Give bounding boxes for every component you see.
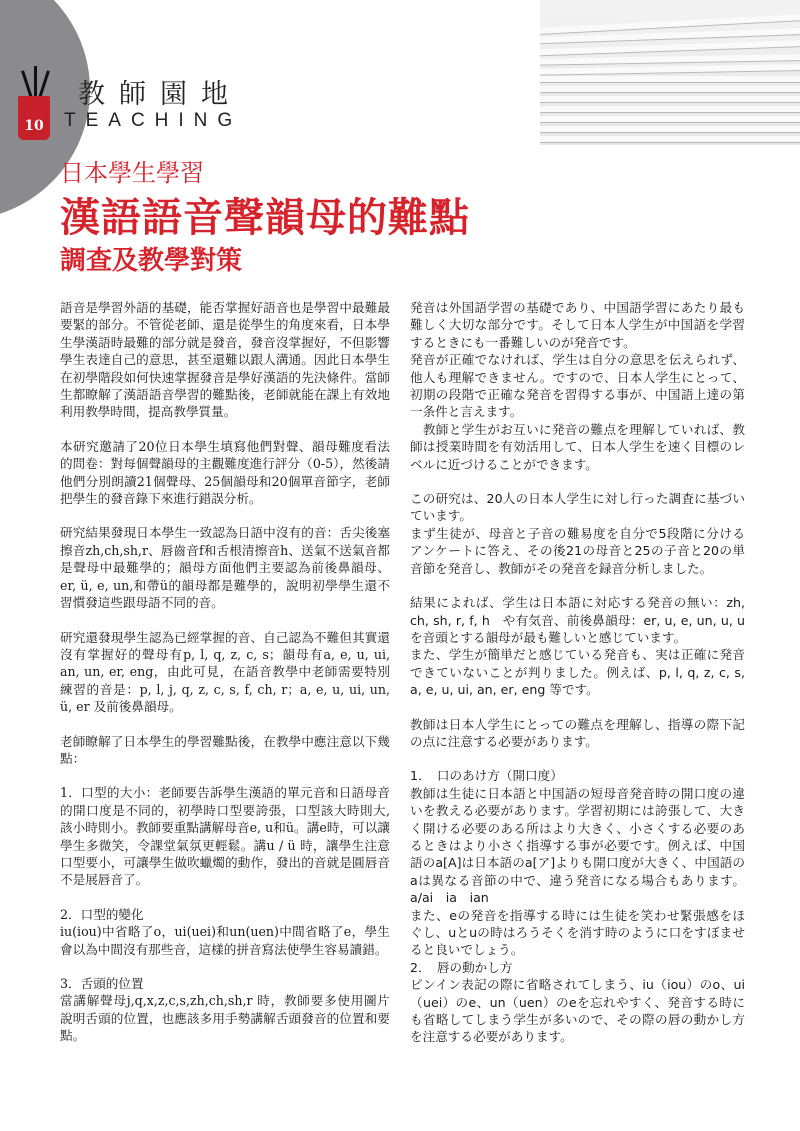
paragraph: 研究結果發現日本學生一致認為日語中沒有的音：舌尖後塞擦音zh,ch,sh,r、唇齒音f和舌根清擦音h、送氣不送氣音都是聲母中最難學的；韻母方面他們主要認為前後鼻韻母、er, ü, e, un,和帶ü的韻母都是難學的，說明初學學生還不習慣發這些跟母語不同的音。: [60, 525, 390, 611]
paragraph: 研究還發現學生認為已經掌握的音、自己認為不難但其實還沒有掌握好的聲母有p, l, q, z, c, s；韻母有a, e, u, ui, an, un, er, eng，由此可見，在語音教學中老師需要特別練習的音是：p, l, j, q, z, c, s, f, ch, r；a, e, u, ui, un, ü, er 及前後鼻韻母。: [60, 629, 390, 715]
paragraph: 本研究邀請了20位日本學生填寫他們對聲、韻母難度看法的問卷：對每個聲韻母的主觀難度進行評分（0-5），然後請他們分別朗讀21個聲母、25個韻母和20個單音節字，老師把學生的發音錄下來進行錯誤分析。: [60, 438, 390, 507]
paragraph: この研究は、20人の日本人学生に対し行った調査に基づいています。 まず生徒が、母音と子音の難易度を自分で5段階に分けるアンケートに答え、その後21の母音と25の子音と20の単音節を発音し、教師がその発音を録音分析しました。: [410, 491, 745, 576]
section-logo-chinese: 教師園地: [78, 79, 242, 110]
paragraph: 2．口型的變化 iu(iou)中省略了o，ui(uei)和un(uen)中間省略了e，學生會以為中間沒有那些音，這樣的拼音寫法使學生容易讀錯。: [60, 906, 390, 957]
brush-icon: [34, 66, 37, 98]
section-logo-english: TEACHING: [64, 110, 243, 131]
paragraph: 3．舌頭的位置 當講解聲母j,q,x,z,c,s,zh,ch,sh,r 時，教師要多使用圖片說明舌頭的位置，也應該多用手勢講解舌頭發音的位置和要點。: [60, 976, 390, 1044]
paragraph: 発音は外国語学習の基礎であり、中国語学習にあたり最も難しく大切な部分です。そして日本人学生が中国語を学習するときにも一番難しいのが発音です。 発音が正確でなければ、学生は自分の意思を伝えられず、他人も理解できません。ですので、日本人学生にとって、初期の段階で正確な発音を習得する事が、中国語上達の第一条件と言えます。 教師と学生がお互いに発音の難点を理解していれば、教師は授業時間を有効活用して、日本人学生を速く目標のレベルに近づけることができます。: [410, 300, 745, 472]
paragraph: 結果によれば、学生は日本語に対応する発音の無い：zh, ch, sh, r, f, h や有気音、前後鼻韻母：er, u, e, un, u, uを音頭とする韻母が最も難しいと感じています。 また、学生が簡単だと感じている発音も、実は正確に発音できていないことが判りました。例えば、p, l, q, z, c, s, a, e, u, ui, an, er, eng 等です。: [410, 595, 745, 698]
paragraph: 語音是學習外語的基礎，能否掌握好語音也是學習中最難最要緊的部分。不管從老師、還是從學生的角度來看，日本學生學漢語時最難的部分就是發音，發音沒掌握好，不但影響學生表達自己的意思，甚至還難以跟人溝通。因此日本學生在初學階段如何快速掌握發音是學好漢語的先決條件。當師生都瞭解了漢語語音學習的難點後，老師就能在課上有效地利用教學時間，提高教學質量。: [60, 300, 390, 420]
page-number: 10: [24, 118, 44, 134]
paragraph: 1．口型的大小：老師要告訴學生漢語的單元音和日語母音的開口度是不同的，初學時口型要誇張，口型該大時則大, 該小時則小。教師要重點講解母音e, u和ü。講e時，可以讓學生多微笑，令課堂氣氛更輕鬆。講u / ü 時，讓學生注意口型要小，可讓學生做吹蠟燭的動作，發出的音就是圓唇音不是展唇音了。: [60, 785, 390, 888]
article-title: 漢語語音聲韻母的難點: [60, 195, 470, 241]
paragraph: 老師瞭解了日本學生的學習難點後，在教學中應注意以下幾點：: [60, 733, 390, 766]
article-subtitle: 調查及教學對策: [60, 246, 243, 276]
paragraph: 1． 口のあけ方（開口度） 教師は生徒に日本語と中国語の短母音発音時の開口度の違いを教える必要があります。学習初期には誇張して、大きく開ける必要のある所はより大きく、小さくする必要のあるときはより小さく指導する事が必要です。例えば、中国語のa[A]は日本語のa[ア]よりも開口度が大きく、中国語のaは異なる音節の中で、違う発音になる場合もあります。a/ai ia ian また、eの発音を指導する時には生徒を笑わせ緊張感をほぐし、uとuの時はろうそくを消す時のように口をすぼませると良いでしょう。 2． 唇の動かし方 ピンイン表記の際に省略されてしまう、iu（iou）のo、ui（uei）のe、un（uen）のeを忘れやすく、発音する時にも省略してしまう学生が多いので、その際の唇の動かし方を注意する必要があります。: [410, 768, 745, 1045]
chinese-column: [60, 299, 390, 1045]
paragraph: 教師は日本人学生にとっての難点を理解し、指導の際下記の点に注意する必要があります。: [410, 716, 745, 749]
paper-stack-photo: [540, 0, 800, 145]
japanese-column: [410, 299, 745, 1046]
article-kicker: 日本學生學習: [60, 159, 204, 187]
